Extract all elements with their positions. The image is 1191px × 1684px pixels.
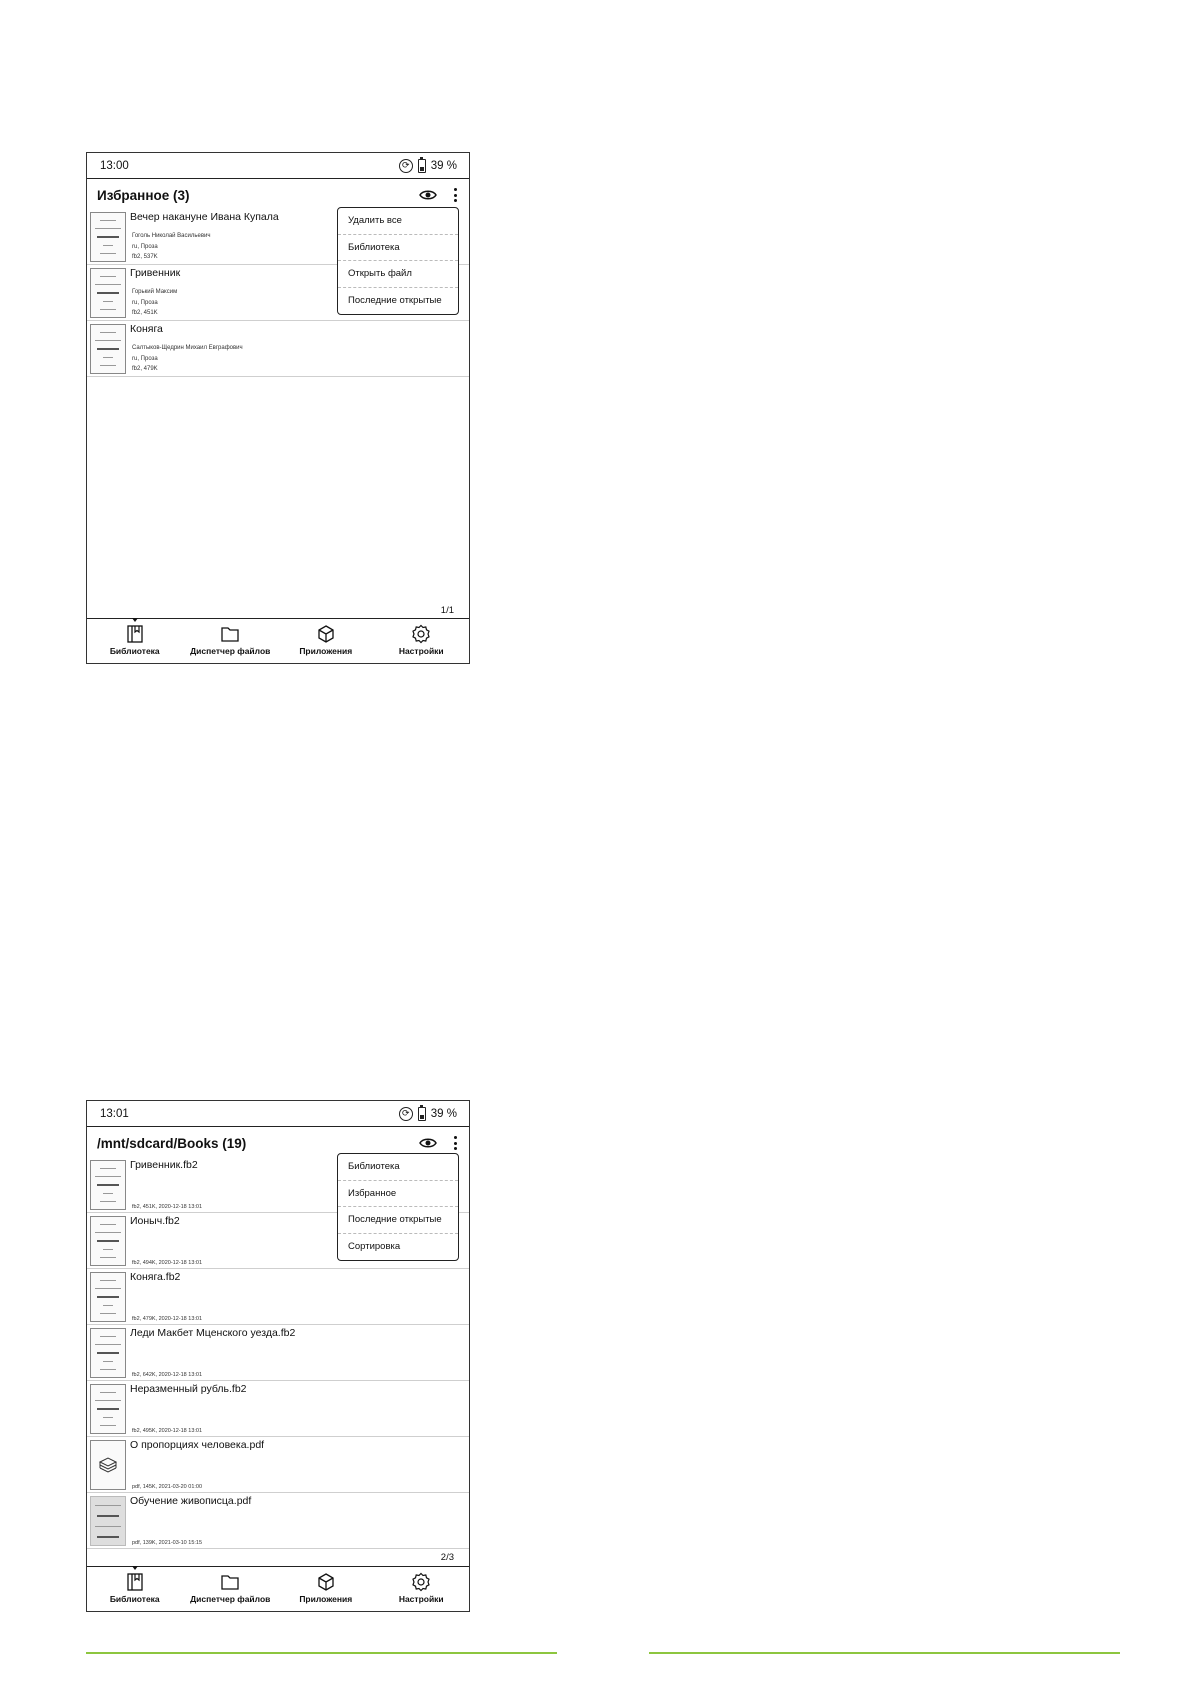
gear-icon: [411, 624, 431, 644]
file-name: Ионыч.fb2: [130, 1215, 180, 1227]
book-genre: ru, Проза: [132, 243, 158, 250]
book-cover: [90, 324, 126, 374]
more-vertical-icon[interactable]: [453, 1136, 457, 1150]
books-stack-icon: [97, 1454, 119, 1476]
file-name: О пропорциях человека.pdf: [130, 1439, 265, 1451]
header-actions: [419, 188, 457, 202]
file-name: Обучение живописца.pdf: [130, 1495, 252, 1507]
file-name: Неразменный рубль.fb2: [130, 1383, 247, 1395]
cube-icon: [316, 1572, 336, 1592]
nav-label-library: Библиотека: [109, 646, 160, 656]
page-indicator: 1/1: [440, 605, 454, 616]
nav-item-settings[interactable]: [374, 1567, 470, 1612]
file-name: Гривенник.fb2: [130, 1159, 198, 1171]
cube-icon: [316, 624, 336, 644]
nav-label-library: Библиотека: [109, 1594, 160, 1604]
book-file-info: fb2, 479K: [132, 366, 158, 372]
overflow-menu: [337, 1153, 459, 1261]
file-meta: fb2, 494K, 2020-12-18 13:01: [132, 1260, 203, 1266]
file-meta: fb2, 451K, 2020-12-18 13:01: [132, 1204, 203, 1210]
sync-icon[interactable]: ⟳: [399, 159, 413, 173]
folder-icon: [220, 1572, 240, 1592]
book-info: [130, 321, 469, 376]
file-meta: fb2, 495K, 2020-12-18 13:01: [132, 1428, 203, 1434]
book-title: Вечер накануне Ивана Купала: [130, 211, 279, 223]
file-meta: fb2, 642K, 2020-12-18 13:01: [132, 1372, 203, 1378]
book-cover: [90, 212, 126, 262]
menu-item-favorites[interactable]: Избранное: [338, 1181, 458, 1208]
book-cover: [90, 1384, 126, 1434]
active-marker: [132, 1566, 138, 1570]
header-actions: [419, 1136, 457, 1150]
battery-icon: [418, 1107, 426, 1121]
file-info: [130, 1381, 469, 1436]
pdf-cover: [90, 1496, 126, 1546]
book-cover: [90, 1160, 126, 1210]
file-info: [130, 1325, 469, 1380]
menu-item-open-file[interactable]: Открыть файл: [338, 261, 458, 288]
status-bar: [87, 1101, 469, 1127]
bottom-nav: [87, 618, 469, 664]
eye-icon[interactable]: [419, 1137, 437, 1149]
menu-item-library[interactable]: Библиотека: [338, 1154, 458, 1181]
menu-item-sort[interactable]: Сортировка: [348, 1241, 401, 1253]
file-name: Леди Макбет Мценского уезда.fb2: [130, 1327, 296, 1339]
nav-item-library[interactable]: [87, 1567, 183, 1612]
menu-item-recent[interactable]: Последние открытые: [348, 295, 442, 307]
file-row[interactable]: [87, 1269, 469, 1325]
page-title: Избранное (3): [97, 187, 190, 203]
book-cover: [90, 1272, 126, 1322]
book-author: Салтыков-Щедрин Михаил Евграфович: [132, 345, 243, 351]
battery-level: 39 %: [430, 159, 457, 172]
status-time: 13:01: [100, 1107, 129, 1120]
favorites-screen: [86, 152, 470, 664]
book-file-info: fb2, 537K: [132, 254, 158, 260]
overflow-menu: [337, 207, 459, 315]
nav-label-settings: Настройки: [398, 646, 444, 656]
file-name: Коняга.fb2: [130, 1271, 181, 1283]
sync-icon[interactable]: ⟳: [399, 1107, 413, 1121]
nav-label-file-manager: Диспетчер файлов: [190, 646, 271, 656]
status-indicators: [399, 1107, 457, 1121]
book-file-info: fb2, 451K: [132, 310, 158, 316]
nav-item-apps[interactable]: [278, 1567, 374, 1612]
eye-icon[interactable]: [419, 189, 437, 201]
page-indicator: 2/3: [440, 1552, 454, 1563]
file-meta: fb2, 479K, 2020-12-18 13:01: [132, 1316, 203, 1322]
book-row[interactable]: [87, 321, 469, 377]
page-title: /mnt/sdcard/Books (19): [97, 1135, 247, 1151]
footer-divider-left: [86, 1652, 557, 1654]
status-indicators: [399, 159, 457, 173]
pdf-cover: [90, 1440, 126, 1490]
battery-icon: [418, 159, 426, 173]
footer-divider-right: [649, 1652, 1120, 1654]
book-author: Горький Максим: [132, 289, 178, 295]
file-manager-screen: [86, 1100, 470, 1612]
file-info: [130, 1493, 469, 1548]
file-meta: pdf, 145K, 2021-03-20 01:00: [132, 1484, 203, 1490]
folder-icon: [220, 624, 240, 644]
file-row[interactable]: [87, 1325, 469, 1381]
nav-label-file-manager: Диспетчер файлов: [190, 1594, 271, 1604]
book-cover: [90, 1328, 126, 1378]
file-row[interactable]: [87, 1381, 469, 1437]
nav-item-file-manager[interactable]: [183, 1567, 279, 1612]
book-icon: [125, 624, 145, 644]
active-marker: [132, 618, 138, 622]
status-bar: [87, 153, 469, 179]
file-info: [130, 1269, 469, 1324]
menu-item-delete-all[interactable]: Удалить все: [338, 208, 458, 235]
file-row[interactable]: [87, 1437, 469, 1493]
nav-item-apps[interactable]: [278, 619, 374, 664]
nav-item-library[interactable]: [87, 619, 183, 664]
nav-item-settings[interactable]: [374, 619, 470, 664]
book-genre: ru, Проза: [132, 355, 158, 362]
bottom-nav: [87, 1566, 469, 1612]
nav-label-apps: Приложения: [299, 1594, 353, 1604]
book-genre: ru, Проза: [132, 299, 158, 306]
book-cover: [90, 268, 126, 318]
book-cover: [90, 1216, 126, 1266]
book-icon: [125, 1572, 145, 1592]
status-time: 13:00: [100, 159, 129, 172]
book-author: Гоголь Николай Васильевич: [132, 233, 211, 239]
battery-level: 39 %: [430, 1107, 457, 1120]
menu-item-library[interactable]: Библиотека: [338, 235, 458, 262]
menu-item-recent[interactable]: Последние открытые: [338, 1207, 458, 1234]
nav-label-settings: Настройки: [398, 1594, 444, 1604]
file-info: [130, 1437, 469, 1492]
book-title: Гривенник: [130, 267, 181, 279]
book-title: Коняга: [130, 323, 163, 335]
file-meta: pdf, 139K, 2021-03-10 15:15: [132, 1540, 203, 1546]
nav-label-apps: Приложения: [299, 646, 353, 656]
file-row[interactable]: [87, 1493, 469, 1549]
gear-icon: [411, 1572, 431, 1592]
nav-item-file-manager[interactable]: [183, 619, 279, 664]
more-vertical-icon[interactable]: [453, 188, 457, 202]
